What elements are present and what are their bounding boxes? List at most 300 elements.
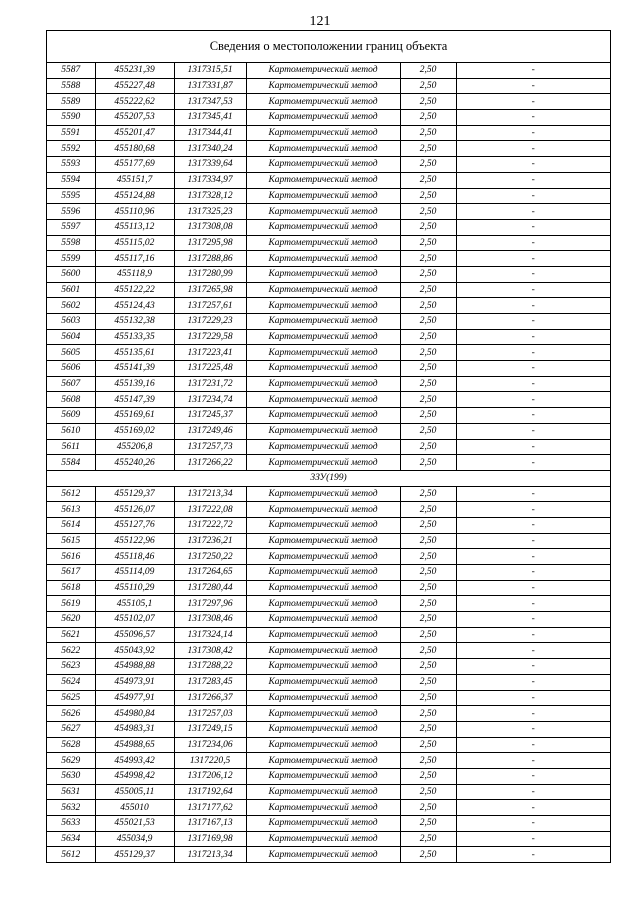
y-coordinate-cell: 1317167,13 [174, 816, 246, 832]
method-cell: Картометрический метод [246, 423, 400, 439]
x-coordinate-cell: 455127,76 [95, 517, 174, 533]
accuracy-cell: 2,50 [400, 251, 456, 267]
table-row [47, 533, 610, 549]
subsection-label: 3ЗУ(199) [47, 470, 610, 486]
point-number-cell: 5618 [47, 580, 95, 596]
x-coordinate-cell: 455043,92 [95, 643, 174, 659]
y-coordinate-cell: 1317308,42 [174, 643, 246, 659]
method-cell: Картометрический метод [246, 219, 400, 235]
description-cell: - [456, 157, 610, 173]
accuracy-cell: 2,50 [400, 627, 456, 643]
point-number-cell: 5621 [47, 627, 95, 643]
x-coordinate-cell: 455110,96 [95, 204, 174, 220]
point-number-cell: 5625 [47, 690, 95, 706]
point-number-cell: 5596 [47, 204, 95, 220]
description-cell: - [456, 408, 610, 424]
x-coordinate-cell: 455231,39 [95, 63, 174, 78]
method-cell: Картометрический метод [246, 549, 400, 565]
point-number-cell: 5629 [47, 753, 95, 769]
point-number-cell: 5594 [47, 172, 95, 188]
method-cell: Картометрический метод [246, 659, 400, 675]
accuracy-cell: 2,50 [400, 831, 456, 847]
description-cell: - [456, 690, 610, 706]
method-cell: Картометрический метод [246, 376, 400, 392]
x-coordinate-cell: 455139,16 [95, 376, 174, 392]
y-coordinate-cell: 1317280,44 [174, 580, 246, 596]
x-coordinate-cell: 455124,43 [95, 298, 174, 314]
y-coordinate-cell: 1317222,72 [174, 517, 246, 533]
x-coordinate-cell: 454988,88 [95, 659, 174, 675]
accuracy-cell: 2,50 [400, 392, 456, 408]
y-coordinate-cell: 1317288,86 [174, 251, 246, 267]
x-coordinate-cell: 455201,47 [95, 125, 174, 141]
point-number-cell: 5620 [47, 612, 95, 628]
point-number-cell: 5626 [47, 706, 95, 722]
x-coordinate-cell: 455034,9 [95, 831, 174, 847]
x-coordinate-cell: 455096,57 [95, 627, 174, 643]
description-cell: - [456, 737, 610, 753]
accuracy-cell: 2,50 [400, 314, 456, 330]
description-cell: - [456, 282, 610, 298]
accuracy-cell: 2,50 [400, 784, 456, 800]
table-row [47, 549, 610, 565]
x-coordinate-cell: 454993,42 [95, 753, 174, 769]
y-coordinate-cell: 1317257,03 [174, 706, 246, 722]
method-cell: Картометрический метод [246, 78, 400, 94]
x-coordinate-cell: 454980,84 [95, 706, 174, 722]
x-coordinate-cell: 454988,65 [95, 737, 174, 753]
y-coordinate-cell: 1317283,45 [174, 674, 246, 690]
y-coordinate-cell: 1317340,24 [174, 141, 246, 157]
y-coordinate-cell: 1317192,64 [174, 784, 246, 800]
x-coordinate-cell: 455124,88 [95, 188, 174, 204]
accuracy-cell: 2,50 [400, 219, 456, 235]
description-cell: - [456, 361, 610, 377]
point-number-cell: 5601 [47, 282, 95, 298]
table-row [47, 110, 610, 126]
y-coordinate-cell: 1317245,37 [174, 408, 246, 424]
y-coordinate-cell: 1317345,41 [174, 110, 246, 126]
accuracy-cell: 2,50 [400, 565, 456, 581]
description-cell: - [456, 753, 610, 769]
accuracy-cell: 2,50 [400, 172, 456, 188]
table-row [47, 659, 610, 675]
description-cell: - [456, 125, 610, 141]
table-row [47, 266, 610, 282]
method-cell: Картометрический метод [246, 768, 400, 784]
subsection-header-row [47, 470, 610, 486]
page-number: 121 [309, 14, 331, 29]
x-coordinate-cell: 455206,8 [95, 439, 174, 455]
x-coordinate-cell: 454977,91 [95, 690, 174, 706]
method-cell: Картометрический метод [246, 580, 400, 596]
point-number-cell: 5599 [47, 251, 95, 267]
y-coordinate-cell: 1317339,64 [174, 157, 246, 173]
accuracy-cell: 2,50 [400, 235, 456, 251]
y-coordinate-cell: 1317257,73 [174, 439, 246, 455]
table-row [47, 831, 610, 847]
description-cell: - [456, 455, 610, 471]
table-row [47, 674, 610, 690]
x-coordinate-cell: 455118,46 [95, 549, 174, 565]
accuracy-cell: 2,50 [400, 816, 456, 832]
point-number-cell: 5631 [47, 784, 95, 800]
x-coordinate-cell: 455115,02 [95, 235, 174, 251]
boundary-table-sheet [46, 30, 611, 863]
description-cell: - [456, 329, 610, 345]
description-cell: - [456, 486, 610, 502]
point-number-cell: 5598 [47, 235, 95, 251]
method-cell: Картометрический метод [246, 674, 400, 690]
method-cell: Картометрический метод [246, 627, 400, 643]
table-row [47, 706, 610, 722]
method-cell: Картометрический метод [246, 94, 400, 110]
table-row [47, 517, 610, 533]
method-cell: Картометрический метод [246, 831, 400, 847]
table-row [47, 78, 610, 94]
accuracy-cell: 2,50 [400, 674, 456, 690]
point-number-cell: 5612 [47, 486, 95, 502]
method-cell: Картометрический метод [246, 800, 400, 816]
y-coordinate-cell: 1317222,08 [174, 502, 246, 518]
x-coordinate-cell: 455105,1 [95, 596, 174, 612]
table-row [47, 392, 610, 408]
method-cell: Картометрический метод [246, 533, 400, 549]
point-number-cell: 5624 [47, 674, 95, 690]
method-cell: Картометрический метод [246, 517, 400, 533]
method-cell: Картометрический метод [246, 282, 400, 298]
description-cell: - [456, 768, 610, 784]
point-number-cell: 5616 [47, 549, 95, 565]
description-cell: - [456, 235, 610, 251]
accuracy-cell: 2,50 [400, 282, 456, 298]
table-row [47, 768, 610, 784]
x-coordinate-cell: 455207,53 [95, 110, 174, 126]
table-row [47, 251, 610, 267]
description-cell: - [456, 816, 610, 832]
y-coordinate-cell: 1317229,23 [174, 314, 246, 330]
table-row [47, 816, 610, 832]
table-row [47, 486, 610, 502]
point-number-cell: 5633 [47, 816, 95, 832]
accuracy-cell: 2,50 [400, 690, 456, 706]
x-coordinate-cell: 454998,42 [95, 768, 174, 784]
y-coordinate-cell: 1317308,08 [174, 219, 246, 235]
table-row [47, 847, 610, 863]
y-coordinate-cell: 1317220,5 [174, 753, 246, 769]
point-number-cell: 5622 [47, 643, 95, 659]
x-coordinate-cell: 455135,61 [95, 345, 174, 361]
table-row [47, 172, 610, 188]
y-coordinate-cell: 1317265,98 [174, 282, 246, 298]
accuracy-cell: 2,50 [400, 659, 456, 675]
method-cell: Картометрический метод [246, 612, 400, 628]
accuracy-cell: 2,50 [400, 266, 456, 282]
point-number-cell: 5628 [47, 737, 95, 753]
y-coordinate-cell: 1317347,53 [174, 94, 246, 110]
table-row [47, 63, 610, 78]
method-cell: Картометрический метод [246, 486, 400, 502]
point-number-cell: 5589 [47, 94, 95, 110]
method-cell: Картометрический метод [246, 392, 400, 408]
point-number-cell: 5604 [47, 329, 95, 345]
table-row [47, 753, 610, 769]
accuracy-cell: 2,50 [400, 580, 456, 596]
y-coordinate-cell: 1317297,96 [174, 596, 246, 612]
point-number-cell: 5606 [47, 361, 95, 377]
table-row [47, 455, 610, 471]
point-number-cell: 5592 [47, 141, 95, 157]
method-cell: Картометрический метод [246, 251, 400, 267]
accuracy-cell: 2,50 [400, 110, 456, 126]
x-coordinate-cell: 455118,9 [95, 266, 174, 282]
table-row [47, 282, 610, 298]
coordinates-table-body [47, 63, 610, 863]
y-coordinate-cell: 1317334,97 [174, 172, 246, 188]
y-coordinate-cell: 1317324,14 [174, 627, 246, 643]
accuracy-cell: 2,50 [400, 423, 456, 439]
table-row [47, 345, 610, 361]
table-row [47, 643, 610, 659]
method-cell: Картометрический метод [246, 141, 400, 157]
method-cell: Картометрический метод [246, 784, 400, 800]
description-cell: - [456, 204, 610, 220]
method-cell: Картометрический метод [246, 345, 400, 361]
table-row [47, 298, 610, 314]
x-coordinate-cell: 455110,29 [95, 580, 174, 596]
point-number-cell: 5593 [47, 157, 95, 173]
y-coordinate-cell: 1317169,98 [174, 831, 246, 847]
y-coordinate-cell: 1317328,12 [174, 188, 246, 204]
x-coordinate-cell: 455021,53 [95, 816, 174, 832]
description-cell: - [456, 251, 610, 267]
point-number-cell: 5602 [47, 298, 95, 314]
accuracy-cell: 2,50 [400, 596, 456, 612]
y-coordinate-cell: 1317344,41 [174, 125, 246, 141]
x-coordinate-cell: 455132,38 [95, 314, 174, 330]
accuracy-cell: 2,50 [400, 298, 456, 314]
accuracy-cell: 2,50 [400, 439, 456, 455]
description-cell: - [456, 612, 610, 628]
y-coordinate-cell: 1317206,12 [174, 768, 246, 784]
y-coordinate-cell: 1317264,65 [174, 565, 246, 581]
x-coordinate-cell: 455117,16 [95, 251, 174, 267]
point-number-cell: 5610 [47, 423, 95, 439]
description-cell: - [456, 141, 610, 157]
y-coordinate-cell: 1317177,62 [174, 800, 246, 816]
table-row [47, 314, 610, 330]
point-number-cell: 5632 [47, 800, 95, 816]
x-coordinate-cell: 455122,96 [95, 533, 174, 549]
y-coordinate-cell: 1317280,99 [174, 266, 246, 282]
point-number-cell: 5607 [47, 376, 95, 392]
method-cell: Картометрический метод [246, 235, 400, 251]
accuracy-cell: 2,50 [400, 706, 456, 722]
point-number-cell: 5615 [47, 533, 95, 549]
x-coordinate-cell: 455240,26 [95, 455, 174, 471]
x-coordinate-cell: 455222,62 [95, 94, 174, 110]
method-cell: Картометрический метод [246, 298, 400, 314]
description-cell: - [456, 549, 610, 565]
method-cell: Картометрический метод [246, 816, 400, 832]
table-row [47, 219, 610, 235]
accuracy-cell: 2,50 [400, 345, 456, 361]
accuracy-cell: 2,50 [400, 800, 456, 816]
point-number-cell: 5609 [47, 408, 95, 424]
description-cell: - [456, 721, 610, 737]
point-number-cell: 5597 [47, 219, 95, 235]
accuracy-cell: 2,50 [400, 533, 456, 549]
method-cell: Картометрический метод [246, 643, 400, 659]
method-cell: Картометрический метод [246, 314, 400, 330]
point-number-cell: 5608 [47, 392, 95, 408]
description-cell: - [456, 596, 610, 612]
y-coordinate-cell: 1317236,21 [174, 533, 246, 549]
description-cell: - [456, 674, 610, 690]
description-cell: - [456, 565, 610, 581]
y-coordinate-cell: 1317315,51 [174, 63, 246, 78]
point-number-cell: 5634 [47, 831, 95, 847]
accuracy-cell: 2,50 [400, 376, 456, 392]
point-number-cell: 5619 [47, 596, 95, 612]
point-number-cell: 5614 [47, 517, 95, 533]
y-coordinate-cell: 1317213,34 [174, 847, 246, 863]
description-cell: - [456, 94, 610, 110]
accuracy-cell: 2,50 [400, 753, 456, 769]
method-cell: Картометрический метод [246, 596, 400, 612]
y-coordinate-cell: 1317295,98 [174, 235, 246, 251]
x-coordinate-cell: 455180,68 [95, 141, 174, 157]
accuracy-cell: 2,50 [400, 768, 456, 784]
y-coordinate-cell: 1317231,72 [174, 376, 246, 392]
x-coordinate-cell: 455169,02 [95, 423, 174, 439]
method-cell: Картометрический метод [246, 172, 400, 188]
method-cell: Картометрический метод [246, 361, 400, 377]
description-cell: - [456, 831, 610, 847]
x-coordinate-cell: 455227,48 [95, 78, 174, 94]
point-number-cell: 5617 [47, 565, 95, 581]
accuracy-cell: 2,50 [400, 125, 456, 141]
x-coordinate-cell: 455102,07 [95, 612, 174, 628]
y-coordinate-cell: 1317249,46 [174, 423, 246, 439]
description-cell: - [456, 188, 610, 204]
section-title: Сведения о местоположении границ объекта [47, 31, 610, 63]
point-number-cell: 5600 [47, 266, 95, 282]
y-coordinate-cell: 1317266,22 [174, 455, 246, 471]
accuracy-cell: 2,50 [400, 737, 456, 753]
description-cell: - [456, 502, 610, 518]
table-row [47, 157, 610, 173]
x-coordinate-cell: 455113,12 [95, 219, 174, 235]
description-cell: - [456, 314, 610, 330]
x-coordinate-cell: 455126,07 [95, 502, 174, 518]
point-number-cell: 5590 [47, 110, 95, 126]
description-cell: - [456, 659, 610, 675]
method-cell: Картометрический метод [246, 721, 400, 737]
accuracy-cell: 2,50 [400, 94, 456, 110]
x-coordinate-cell: 455005,11 [95, 784, 174, 800]
point-number-cell: 5612 [47, 847, 95, 863]
description-cell: - [456, 345, 610, 361]
y-coordinate-cell: 1317250,22 [174, 549, 246, 565]
y-coordinate-cell: 1317229,58 [174, 329, 246, 345]
table-row [47, 596, 610, 612]
point-number-cell: 5588 [47, 78, 95, 94]
point-number-cell: 5627 [47, 721, 95, 737]
method-cell: Картометрический метод [246, 204, 400, 220]
description-cell: - [456, 800, 610, 816]
method-cell: Картометрический метод [246, 753, 400, 769]
table-row [47, 408, 610, 424]
description-cell: - [456, 266, 610, 282]
method-cell: Картометрический метод [246, 125, 400, 141]
method-cell: Картометрический метод [246, 690, 400, 706]
point-number-cell: 5623 [47, 659, 95, 675]
point-number-cell: 5630 [47, 768, 95, 784]
description-cell: - [456, 423, 610, 439]
method-cell: Картометрический метод [246, 706, 400, 722]
description-cell: - [456, 580, 610, 596]
method-cell: Картометрический метод [246, 502, 400, 518]
y-coordinate-cell: 1317213,34 [174, 486, 246, 502]
x-coordinate-cell: 455129,37 [95, 486, 174, 502]
accuracy-cell: 2,50 [400, 141, 456, 157]
accuracy-cell: 2,50 [400, 78, 456, 94]
method-cell: Картометрический метод [246, 439, 400, 455]
description-cell: - [456, 439, 610, 455]
description-cell: - [456, 706, 610, 722]
table-row [47, 439, 610, 455]
table-row [47, 361, 610, 377]
x-coordinate-cell: 455141,39 [95, 361, 174, 377]
accuracy-cell: 2,50 [400, 517, 456, 533]
y-coordinate-cell: 1317331,87 [174, 78, 246, 94]
point-number-cell: 5605 [47, 345, 95, 361]
point-number-cell: 5595 [47, 188, 95, 204]
x-coordinate-cell: 455169,61 [95, 408, 174, 424]
y-coordinate-cell: 1317308,46 [174, 612, 246, 628]
accuracy-cell: 2,50 [400, 329, 456, 345]
x-coordinate-cell: 455133,35 [95, 329, 174, 345]
accuracy-cell: 2,50 [400, 361, 456, 377]
table-row [47, 784, 610, 800]
x-coordinate-cell: 455129,37 [95, 847, 174, 863]
table-row [47, 800, 610, 816]
accuracy-cell: 2,50 [400, 721, 456, 737]
table-row [47, 612, 610, 628]
description-cell: - [456, 784, 610, 800]
description-cell: - [456, 517, 610, 533]
table-row [47, 565, 610, 581]
table-row [47, 423, 610, 439]
x-coordinate-cell: 455122,22 [95, 282, 174, 298]
point-number-cell: 5603 [47, 314, 95, 330]
method-cell: Картометрический метод [246, 329, 400, 345]
description-cell: - [456, 172, 610, 188]
table-row [47, 235, 610, 251]
point-number-cell: 5587 [47, 63, 95, 78]
description-cell: - [456, 627, 610, 643]
y-coordinate-cell: 1317257,61 [174, 298, 246, 314]
y-coordinate-cell: 1317223,41 [174, 345, 246, 361]
method-cell: Картометрический метод [246, 408, 400, 424]
y-coordinate-cell: 1317266,37 [174, 690, 246, 706]
y-coordinate-cell: 1317225,48 [174, 361, 246, 377]
point-number-cell: 5584 [47, 455, 95, 471]
y-coordinate-cell: 1317288,22 [174, 659, 246, 675]
accuracy-cell: 2,50 [400, 188, 456, 204]
description-cell: - [456, 847, 610, 863]
